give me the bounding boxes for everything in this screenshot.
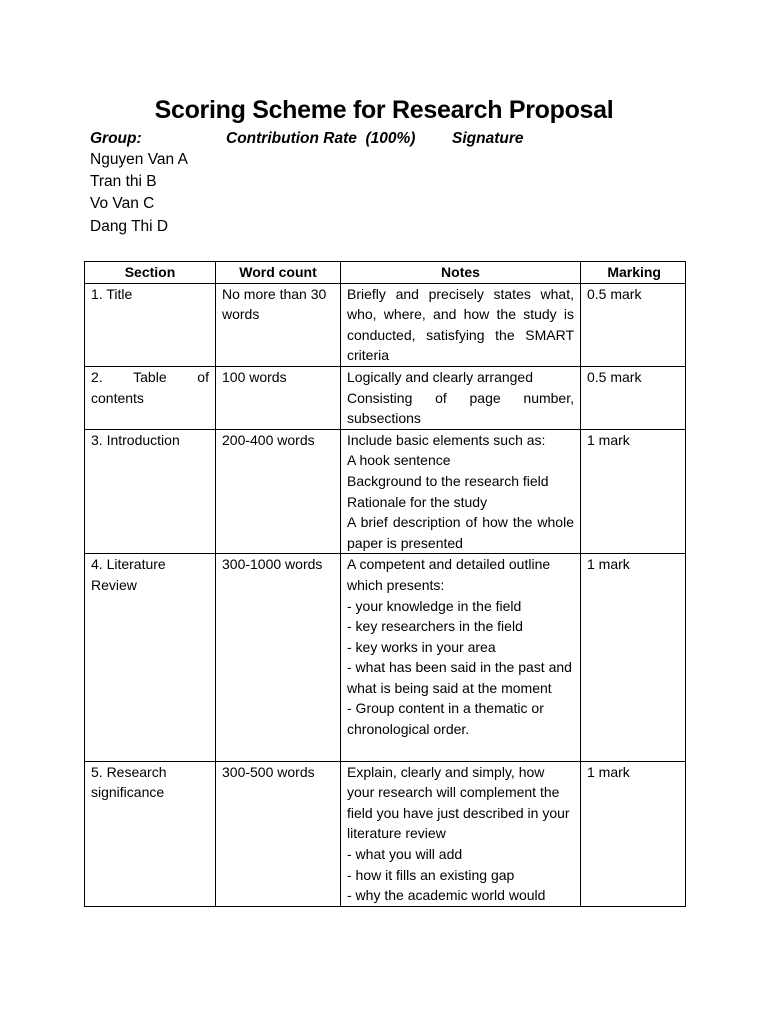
scoring-table	[84, 261, 686, 907]
note-line: - Group content in a thematic or chronological order.	[347, 700, 544, 738]
note-line: - why the academic world would	[347, 887, 546, 904]
note-line: A hook sentence	[347, 452, 451, 469]
marking-cell: 1 mark	[581, 429, 686, 554]
column-header-notes: Notes	[341, 262, 581, 284]
page-title: Scoring Scheme for Research Proposal	[154, 96, 614, 124]
section-cell: 5. Research significance	[85, 761, 216, 906]
note-line: Rationale for the study	[347, 493, 488, 510]
member-name: Nguyen Van A	[90, 151, 188, 168]
word-count-cell: 100 words	[216, 366, 341, 429]
notes-cell	[341, 283, 581, 366]
notes-cell	[341, 429, 581, 554]
member-name: Vo Van C	[90, 195, 155, 212]
table-row	[85, 366, 686, 429]
section-cell: 4. Literature Review	[85, 554, 216, 761]
note-line: Consisting of page number, subsections	[347, 389, 574, 427]
marking-cell: 1 mark	[581, 554, 686, 761]
group-label: Group:	[90, 130, 142, 147]
signature-label: Signature	[452, 130, 524, 147]
note-line: Explain, clearly and simply, how your research will complement the field you have just described in your literature review	[347, 763, 570, 842]
marking-cell: 0.5 mark	[581, 283, 686, 366]
note-line: Background to the research field	[347, 472, 549, 489]
column-header-section: Section	[85, 262, 216, 284]
table-row	[85, 429, 686, 554]
table-row	[85, 554, 686, 761]
table-row	[85, 283, 686, 366]
word-count-cell: 200-400 words	[216, 429, 341, 554]
table-row	[85, 761, 686, 906]
member-name: Tran thi B	[90, 173, 157, 190]
word-count-cell: No more than 30 words	[216, 283, 341, 366]
note-line: Briefly and precisely states what, who, where, and how the study is conducted, satisfying the SMART criteria	[347, 285, 574, 364]
notes-cell	[341, 761, 581, 906]
marking-cell: 0.5 mark	[581, 366, 686, 429]
note-line: - what you will add	[347, 846, 463, 863]
column-header-word-count: Word count	[216, 262, 341, 284]
note-line: Include basic elements such as:	[347, 431, 546, 448]
notes-cell	[341, 366, 581, 429]
word-count-cell: 300-1000 words	[216, 554, 341, 761]
table-header-row	[85, 262, 686, 284]
note-line: A brief description of how the whole paper is presented	[347, 514, 574, 551]
note-line: A competent and detailed outline which presents:	[347, 556, 551, 593]
section-cell	[85, 366, 216, 429]
note-line: Logically and clearly arranged	[347, 368, 533, 385]
note-line: - how it fills an existing gap	[347, 866, 515, 883]
section-cell-text: 2. Table of contents	[91, 368, 209, 406]
section-cell: 1. Title	[85, 283, 216, 366]
contribution-label: Contribution Rate (100%)	[226, 130, 416, 147]
note-line: - what has been said in the past and what is being said at the moment	[347, 659, 572, 696]
word-count-cell: 300-500 words	[216, 761, 341, 906]
section-cell: 3. Introduction	[85, 429, 216, 554]
member-name: Dang Thi D	[90, 218, 169, 235]
note-line: - key researchers in the field	[347, 618, 523, 635]
note-line: - key works in your area	[347, 638, 496, 655]
marking-cell: 1 mark	[581, 761, 686, 906]
notes-cell	[341, 554, 581, 761]
note-line: - your knowledge in the field	[347, 597, 522, 614]
column-header-marking: Marking	[581, 262, 686, 284]
